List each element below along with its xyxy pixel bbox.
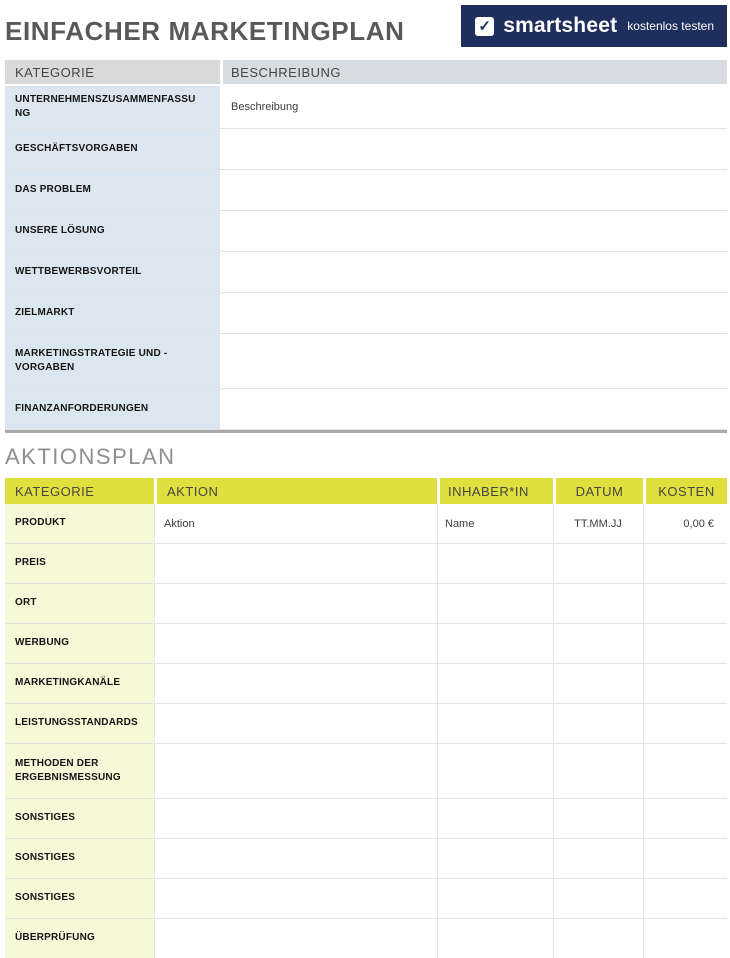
table-row [5,170,727,211]
table-row [5,879,727,919]
datum-cell[interactable] [553,744,643,798]
aktion-cell[interactable] [154,799,437,838]
kosten-cell[interactable] [643,624,727,663]
kosten-cell[interactable] [643,919,727,958]
inhaber-cell[interactable]: Name [437,504,553,543]
table-row [5,211,727,252]
kosten-cell[interactable] [643,704,727,743]
smartsheet-logo-banner[interactable] [461,5,727,47]
category-cell: UNSERE LÖSUNG [5,211,223,251]
overview-header-beschreibung: BESCHREIBUNG [223,60,727,84]
inhaber-cell[interactable] [437,624,553,663]
category-cell: ZIELMARKT [5,293,223,333]
logo-brand-text: smartsheet [503,14,618,37]
kosten-cell[interactable] [643,544,727,583]
description-cell[interactable] [223,211,727,251]
category-cell: ÜBERPRÜFUNG [5,919,154,958]
description-cell[interactable] [223,389,727,429]
aktion-cell[interactable] [154,664,437,703]
kosten-cell[interactable] [643,799,727,838]
action-plan-table [5,478,727,958]
aktion-cell[interactable] [154,584,437,623]
table-row [5,664,727,704]
kosten-cell[interactable] [643,744,727,798]
table-row [5,704,727,744]
category-cell: MARKETINGSTRATEGIE UND -VORGABEN [5,334,223,388]
table-row [5,544,727,584]
category-cell: MARKETINGKANÄLE [5,664,154,703]
page-header [5,0,727,60]
aktion-cell[interactable] [154,919,437,958]
description-cell[interactable] [223,129,727,169]
table-row [5,624,727,664]
table-row [5,293,727,334]
inhaber-cell[interactable] [437,839,553,878]
description-cell[interactable] [223,252,727,292]
category-cell: SONSTIGES [5,839,154,878]
aktion-cell[interactable] [154,744,437,798]
category-cell: FINANZANFORDERUNGEN [5,389,223,429]
table-row [5,504,727,544]
datum-cell[interactable] [553,879,643,918]
aktion-cell[interactable] [154,544,437,583]
inhaber-cell[interactable] [437,544,553,583]
category-cell: WERBUNG [5,624,154,663]
description-cell[interactable] [223,334,727,388]
inhaber-cell[interactable] [437,919,553,958]
free-trial-link[interactable]: kostenlos testen [627,19,714,33]
table-row [5,799,727,839]
table-row [5,129,727,170]
category-cell: LEISTUNGSSTANDARDS [5,704,154,743]
aktion-cell[interactable] [154,879,437,918]
checkmark-icon: ✓ [475,17,494,36]
header-inhaberin: INHABER*IN [437,478,553,504]
category-cell: UNTERNEHMENSZUSAMMENFASSUNG [5,86,223,128]
inhaber-cell[interactable] [437,879,553,918]
kosten-cell[interactable] [643,839,727,878]
inhaber-cell[interactable] [437,744,553,798]
inhaber-cell[interactable] [437,704,553,743]
aktion-cell[interactable] [154,704,437,743]
description-cell[interactable] [223,293,727,333]
category-cell: PREIS [5,544,154,583]
datum-cell[interactable] [553,664,643,703]
kosten-cell[interactable] [643,664,727,703]
overview-header-kategorie: KATEGORIE [5,60,223,84]
category-cell: GESCHÄFTSVORGABEN [5,129,223,169]
aktion-cell[interactable] [154,624,437,663]
page-title: EINFACHER MARKETINGPLAN [5,16,405,46]
table-row [5,584,727,624]
table-row [5,744,727,799]
category-cell: PRODUKT [5,504,154,543]
datum-cell[interactable] [553,544,643,583]
category-cell: ORT [5,584,154,623]
inhaber-cell[interactable] [437,664,553,703]
category-cell: DAS PROBLEM [5,170,223,210]
description-cell[interactable]: Beschreibung [223,86,727,128]
table-row [5,252,727,293]
header-kategorie: KATEGORIE [5,478,154,504]
datum-cell[interactable] [553,624,643,663]
aktion-cell[interactable] [154,839,437,878]
action-plan-header-row [5,478,727,504]
inhaber-cell[interactable] [437,799,553,838]
datum-cell[interactable] [553,919,643,958]
overview-header-row [5,60,727,86]
action-plan-heading: AKTIONSPLAN [5,444,176,469]
inhaber-cell[interactable] [437,584,553,623]
datum-cell[interactable] [553,584,643,623]
header-aktion: AKTION [154,478,437,504]
overview-table [5,60,727,433]
table-row [5,86,727,129]
datum-cell[interactable] [553,839,643,878]
category-cell: METHODEN DER ERGEBNISMESSUNG [5,744,154,798]
datum-cell[interactable] [553,704,643,743]
table-row [5,389,727,430]
kosten-cell[interactable] [643,584,727,623]
datum-cell[interactable]: TT.MM.JJ [553,504,643,543]
header-kosten: KOSTEN [643,478,727,504]
category-cell: SONSTIGES [5,879,154,918]
category-cell: SONSTIGES [5,799,154,838]
description-cell[interactable] [223,170,727,210]
category-cell: WETTBEWERBSVORTEIL [5,252,223,292]
kosten-cell[interactable] [643,879,727,918]
table-row [5,919,727,958]
kosten-cell[interactable]: 0,00 € [643,504,727,543]
aktion-cell[interactable]: Aktion [154,504,437,543]
table-row [5,334,727,389]
header-datum: DATUM [553,478,643,504]
table-row [5,839,727,879]
datum-cell[interactable] [553,799,643,838]
